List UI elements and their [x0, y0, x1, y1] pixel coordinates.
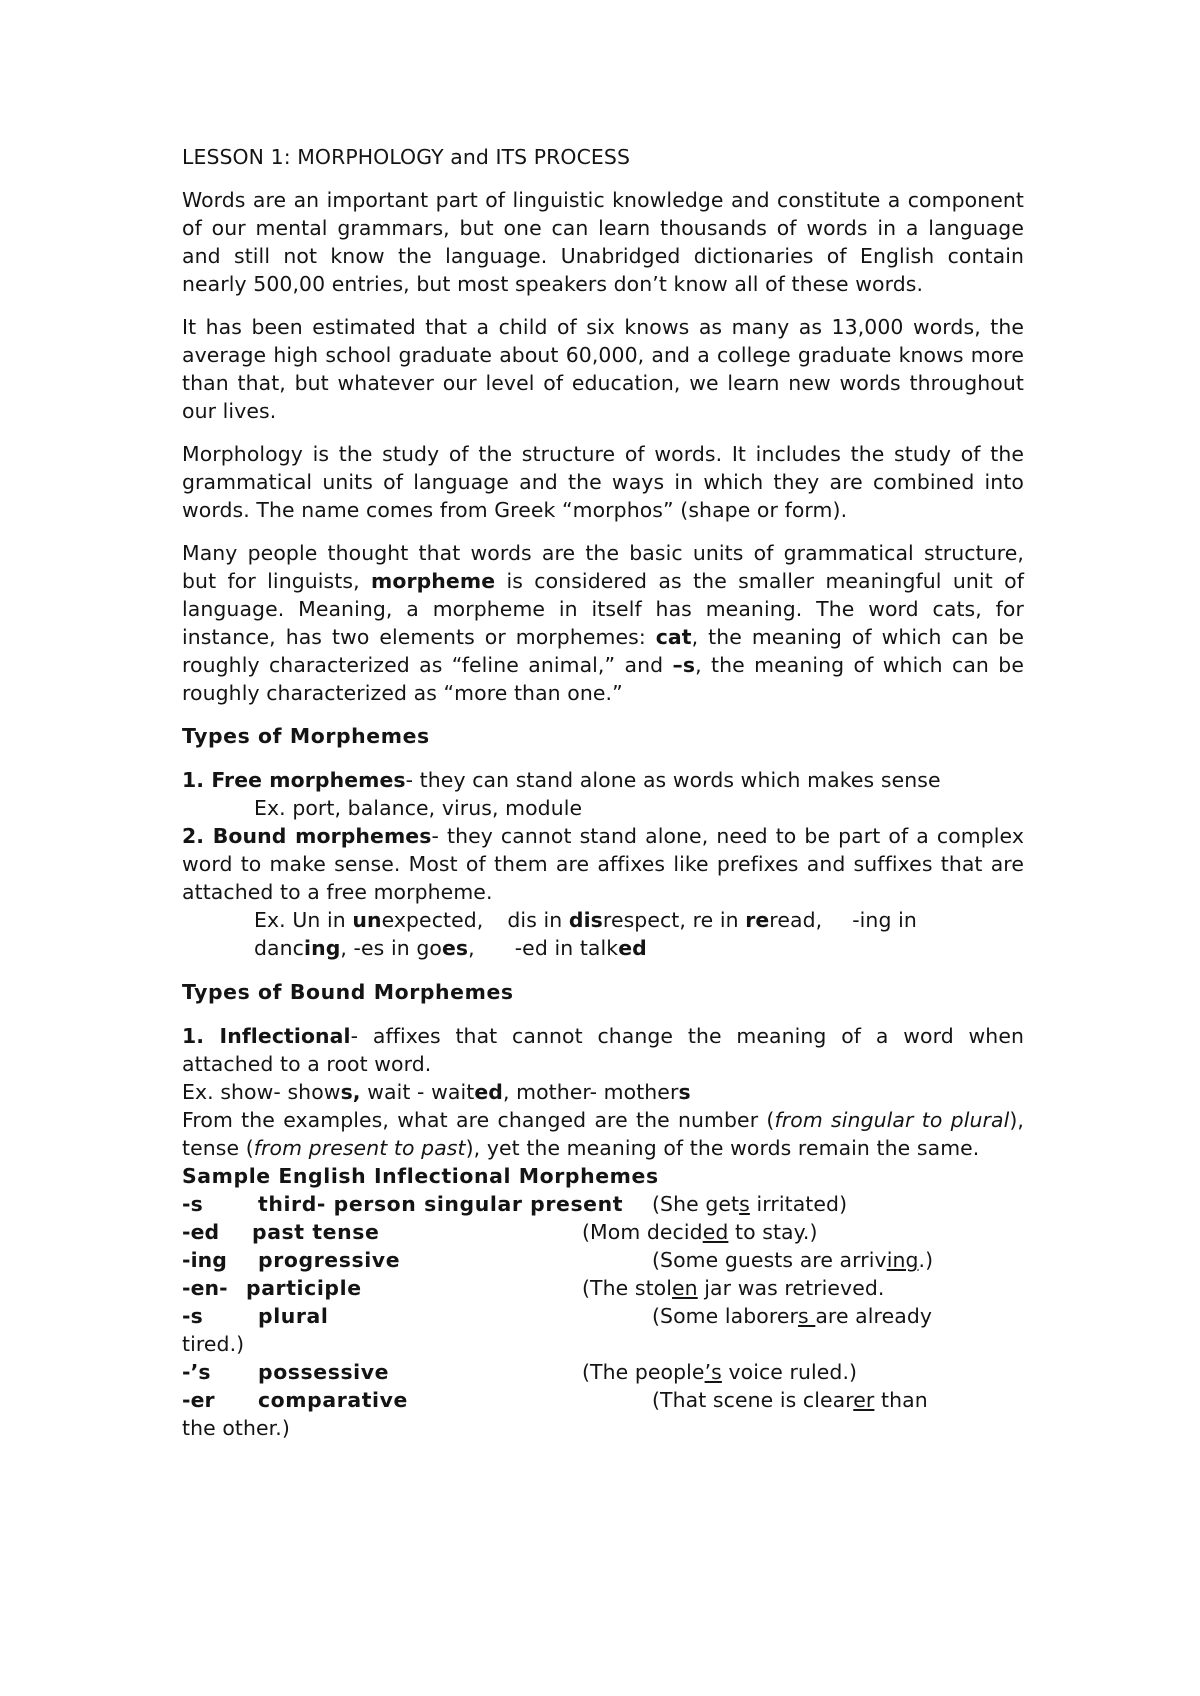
term-s: –s: [672, 653, 696, 677]
morpheme-sentence: (The people’s voice ruled.): [582, 1360, 858, 1384]
morpheme-function: participle: [246, 1276, 362, 1300]
morpheme-row: [182, 1218, 1024, 1246]
morpheme-sentence: (Mom decided to stay.): [582, 1220, 818, 1244]
morpheme-row: [182, 1190, 1024, 1218]
morpheme-suffix: -en-: [182, 1276, 228, 1300]
morpheme-suffix: -ing: [182, 1248, 227, 1272]
inflectional-explanation: From the examples, what are changed are the number (from singular to plural), tense (from present to past), yet the meaning of the words remain the same.: [182, 1108, 1024, 1160]
morpheme-function: past tense: [252, 1220, 380, 1244]
morpheme-row: [182, 1246, 1024, 1274]
types-of-morphemes-heading: Types of Morphemes: [182, 724, 430, 748]
term-cat: cat: [655, 625, 692, 649]
morpheme-row: [182, 1386, 1024, 1442]
morpheme-sentence: (Some laborers are already: [652, 1304, 933, 1328]
morpheme-function: possessive: [258, 1360, 390, 1384]
types-of-bound-morphemes-heading: Types of Bound Morphemes: [182, 980, 514, 1004]
morpheme-row: [182, 1274, 1024, 1302]
morpheme-sentence-continued: the other.): [182, 1416, 290, 1440]
morpheme-sentence: (The stolen jar was retrieved.: [582, 1276, 885, 1300]
inflectional-example: Ex. show- shows, wait - waited, mother- mothers: [182, 1080, 691, 1104]
free-morphemes-item: 1. Free morphemes- they can stand alone as words which makes sense: [182, 768, 941, 792]
paragraph-words: Words are an important part of linguistic knowledge and constitute a component of our mental grammars, but one can learn thousands of words in a language and still not know the language. Unabridged dictionaries of English contain nearly 500,00 entries, but most speakers don’t know all of these words.: [182, 188, 1024, 296]
sample-inflectional-heading: Sample English Inflectional Morphemes: [182, 1164, 659, 1188]
inflectional-morphemes-table: [182, 1190, 1024, 1442]
morpheme-row: [182, 1358, 1024, 1386]
morpheme-suffix: -er: [182, 1388, 215, 1412]
morpheme-sentence: (That scene is clearer than: [652, 1388, 928, 1412]
morpheme-function: plural: [258, 1304, 329, 1328]
morpheme-row: [182, 1302, 1024, 1358]
morpheme-suffix: -’s: [182, 1360, 211, 1384]
morpheme-suffix: -s: [182, 1192, 203, 1216]
morpheme-function: comparative: [258, 1388, 408, 1412]
paragraph-morpheme: Many people thought that words are the basic units of grammatical structure, but for linguists, morpheme is considered as the smaller meaningful unit of language. Meaning, a morpheme in itself has meaning. The word cats, for instance, has two elements or morphemes: cat, the meaning of which can be roughly characterized as “feline animal,” and –s, the meaning of which can be roughly characterized as “more than one.”: [182, 541, 1024, 705]
morpheme-sentence: (Some guests are arriving.): [652, 1248, 934, 1272]
morpheme-sentence-continued: tired.): [182, 1332, 245, 1356]
document-page: [182, 143, 1024, 1442]
bound-morphemes-item: 2. Bound morphemes- they cannot stand alone, need to be part of a complex word to make sense. Most of them are affixes like prefixes and suffixes that are attached to a free morpheme.: [182, 824, 1024, 904]
morpheme-sentence: (She gets irritated): [652, 1192, 848, 1216]
page-title: LESSON 1: MORPHOLOGY and ITS PROCESS: [182, 145, 630, 169]
morpheme-function: third- person singular present: [258, 1192, 624, 1216]
paragraph-morphology-definition: Morphology is the study of the structure of words. It includes the study of the grammatical units of language and the ways in which they are combined into words. The name comes from Greek “morphos” (shape or form).: [182, 442, 1024, 522]
bound-morphemes-example: Ex. Un in unexpected, dis in disrespect, re in reread, -ing in dancing, -es in goes, -ed in talked: [254, 908, 917, 960]
term-morpheme: morpheme: [371, 569, 496, 593]
morpheme-suffix: -ed: [182, 1220, 220, 1244]
morpheme-suffix: -s: [182, 1304, 203, 1328]
inflectional-item: 1. Inflectional- affixes that cannot change the meaning of a word when attached to a root word.: [182, 1024, 1024, 1076]
paragraph-vocabulary-size: It has been estimated that a child of six knows as many as 13,000 words, the average high school graduate about 60,000, and a college graduate knows more than that, but whatever our level of education, we learn new words throughout our lives.: [182, 315, 1024, 423]
morpheme-function: progressive: [258, 1248, 401, 1272]
free-morphemes-example: Ex. port, balance, virus, module: [254, 796, 583, 820]
